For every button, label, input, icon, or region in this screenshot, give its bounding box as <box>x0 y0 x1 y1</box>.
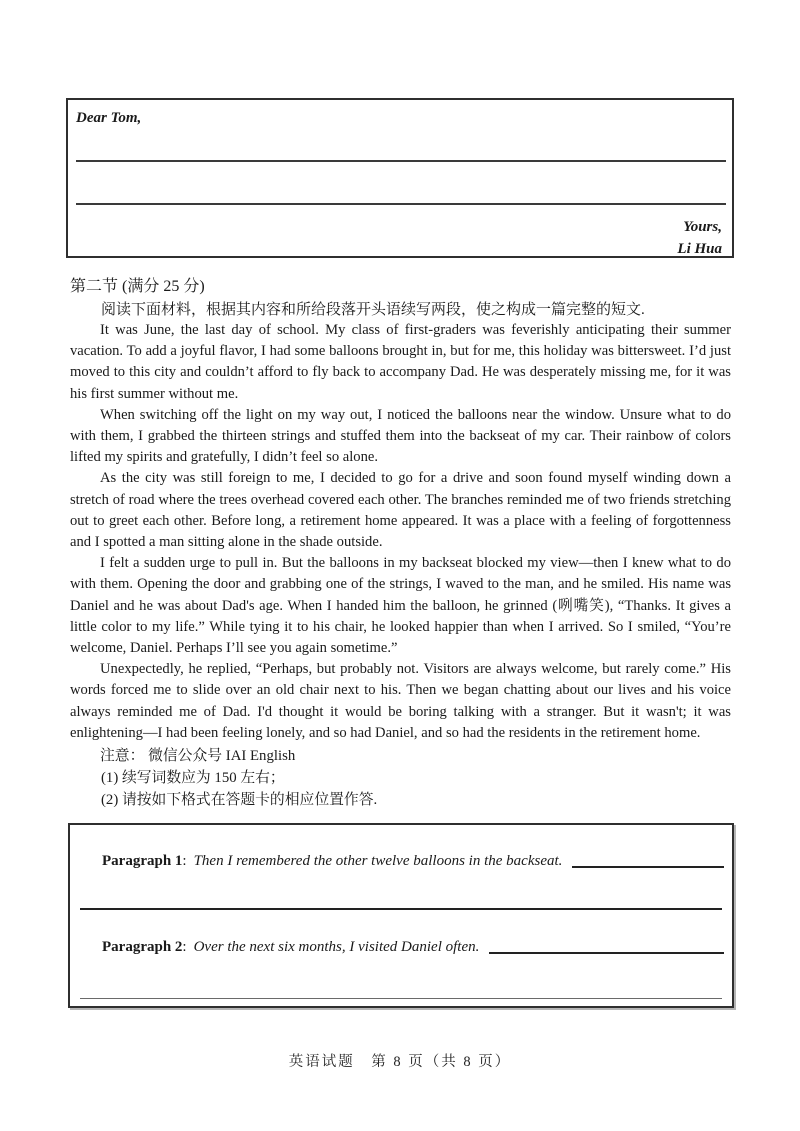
notice-item: (2) 请按如下格式在答题卡的相应位置作答. <box>101 792 378 809</box>
letter-writing-line <box>76 160 726 162</box>
letter-answer-box <box>66 98 734 258</box>
paragraph2-opening-sentence: Over the next six months, I visited Daniel often. <box>193 939 480 955</box>
story-paragraph: It was June, the last day of school. My class of first-graders was feverishly anticipating their summer vacation. To add a joyful flavor, I had some balloons brought in, but for me, this holiday was bittersweet. I’d just moved to this city and couldn’t afford to fly back to accompany Dad. He was desperately missing me, for it was his first summer without me. <box>70 322 731 402</box>
letter-signature: Li Hua <box>677 241 722 257</box>
paragraph2-prompt-row <box>78 937 724 957</box>
label-colon: : <box>182 853 187 869</box>
paragraph1-prompt-row <box>78 851 724 871</box>
letter-closing-block <box>76 216 726 260</box>
letter-closing: Yours, <box>683 219 722 235</box>
letter-salutation: Dear Tom, <box>76 110 142 126</box>
writing-blank-line <box>80 908 722 910</box>
story-paragraph: Unexpectedly, he replied, “Perhaps, but probably not. Visitors are always welcome, but rarely come.” His words forced me to slide over an old chair next to his. Then we began chatting about our lives and his voice always reminded me of Dad. I'd thought it would be boring talking with a stranger. But it wasn't; it was enlightening—I had been feeling lonely, and so had Daniel, and so had the residents in the retirement home. <box>70 661 731 741</box>
paragraph1-label: Paragraph 1 <box>102 853 183 869</box>
notice-block <box>70 745 731 811</box>
story-paragraph: As the city was still foreign to me, I decided to go for a drive and soon found myself winding down a stretch of road where the trees overhead covered each other. The branches reminded me of two friends stretching out to greet each other. Before long, a retirement home appeared. It was a place with a feeling of forgottenness and I spotted a man sitting alone in the shade outside. <box>70 470 731 551</box>
paragraph2-label: Paragraph 2 <box>102 939 183 955</box>
letter-writing-line <box>76 203 726 205</box>
section-heading: 第二节 (满分 25 分) <box>70 278 205 295</box>
story-text <box>70 320 731 811</box>
writing-blank-line <box>572 866 724 868</box>
notice-items <box>70 767 731 811</box>
section-instruction: 阅读下面材料，根据其内容和所给段落开头语续写两段，使之构成一篇完整的短文. <box>101 302 645 318</box>
writing-blank-line <box>489 952 724 954</box>
page-footer: 英语试题 第 8 页（共 8 页） <box>288 1054 512 1070</box>
paragraph1-opening-sentence: Then I remembered the other twelve balloons in the backseat. <box>193 853 563 869</box>
continuation-answer-box <box>68 823 734 1008</box>
notice-head: 注意： 微信公众号 IAI English <box>100 748 296 765</box>
writing-blank-line <box>80 998 722 999</box>
label-colon: : <box>182 939 187 955</box>
story-paragraph: I felt a sudden urge to pull in. But the balloons in my backseat blocked my view—then I knew what to do with them. Opening the door and grabbing one of the strings, I waved to the man, and he smiled. His name was Daniel and he was about Dad's age. When I handed him the balloon, he grinned (咧嘴笑), “Thanks. It gives a little color to my life.” While tying it to his chair, he looked happier than when I arrived. So I smiled, “You’re welcome, Daniel. Perhaps I’ll see you again sometime.” <box>70 555 731 657</box>
notice-item: (1) 续写词数应为 150 左右； <box>101 770 285 787</box>
story-paragraph: When switching off the light on my way out, I noticed the balloons near the window. Unsure what to do with them, I grabbed the thirteen strings and stuffed them into the backseat of my car. Their rainbow of colors lifted my spirits and gratefully, I didn’t feel so alone. <box>70 406 731 466</box>
